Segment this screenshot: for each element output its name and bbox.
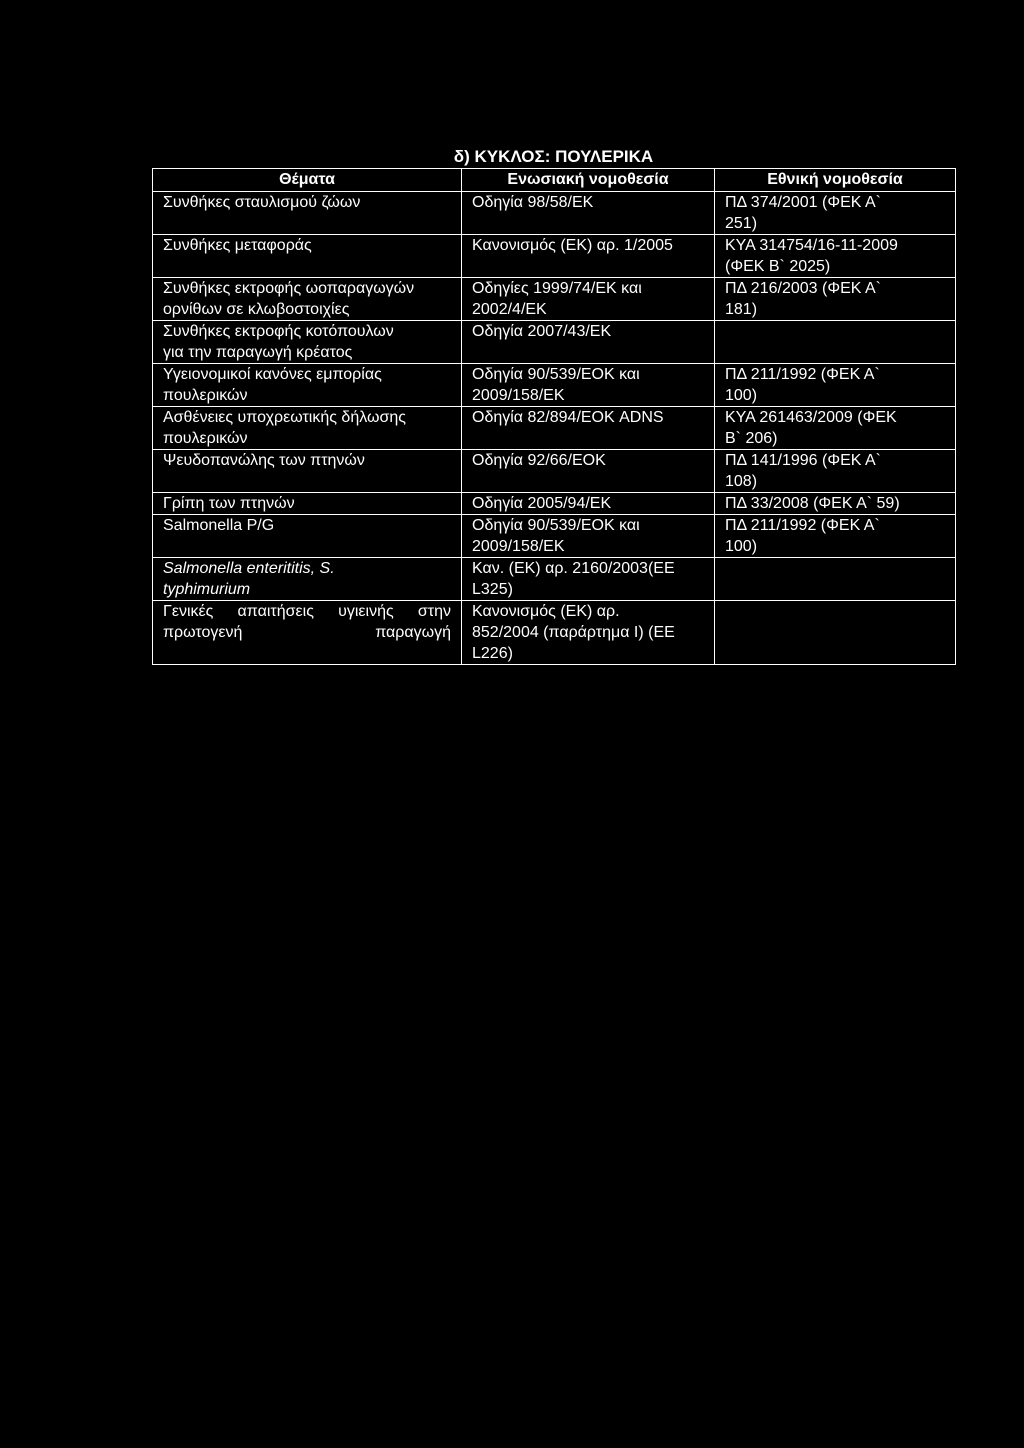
- topic-cell: [153, 493, 462, 515]
- eu-legislation-cell: [462, 601, 715, 665]
- cell-line: πουλερικών: [163, 387, 248, 404]
- cell-line: ΠΔ 216/2003 (ΦΕΚ Α`: [725, 280, 881, 297]
- topic-cell: [153, 515, 462, 558]
- cell-line: ΠΔ 211/1992 (ΦΕΚ Α`: [725, 366, 880, 383]
- cell-line: Salmonella enterititis, S.: [163, 560, 335, 577]
- header-topics: Θέματα: [153, 169, 462, 192]
- cell-line: ΚΥΑ 314754/16-11-2009: [725, 237, 898, 254]
- cell-line: ΠΔ 33/2008 (ΦΕΚ Α` 59): [725, 495, 900, 512]
- table-row: [153, 192, 956, 235]
- cell-line: 2009/158/ΕΚ: [472, 387, 565, 404]
- national-legislation-cell: [715, 493, 956, 515]
- cell-line: Κανονισμός (ΕΚ) αρ. 1/2005: [472, 237, 673, 254]
- eu-legislation-cell: [462, 321, 715, 364]
- topic-cell: [153, 235, 462, 278]
- cell-line: Ασθένειες υποχρεωτικής δήλωσης: [163, 409, 406, 426]
- topic-cell: [153, 601, 462, 665]
- cell-line: ΚΥΑ 261463/2009 (ΦΕΚ: [725, 409, 897, 426]
- cell-line: 100): [725, 387, 758, 404]
- topic-cell: [153, 558, 462, 601]
- topic-cell: [153, 364, 462, 407]
- table-row: [153, 407, 956, 450]
- national-legislation-cell: [715, 278, 956, 321]
- cell-line: 100): [725, 538, 758, 555]
- national-legislation-cell: [715, 364, 956, 407]
- cell-line: πρωτογενή παραγωγή: [163, 624, 451, 641]
- cell-line: Salmonella P/G: [163, 517, 275, 534]
- table-row: [153, 235, 956, 278]
- cell-line: ΠΔ 374/2001 (ΦΕΚ Α`: [725, 194, 881, 211]
- national-legislation-cell: [715, 407, 956, 450]
- eu-legislation-cell: [462, 407, 715, 450]
- table-body: [153, 192, 956, 665]
- cell-line: ΠΔ 211/1992 (ΦΕΚ Α`: [725, 517, 880, 534]
- cell-line: L226): [472, 645, 513, 662]
- cell-line: 2009/158/ΕΚ: [472, 538, 565, 555]
- cell-line: Οδηγία 92/66/ΕΟΚ: [472, 452, 606, 469]
- cell-line: typhimurium: [163, 581, 251, 598]
- topic-cell: [153, 407, 462, 450]
- cell-line: (ΦΕΚ Β` 2025): [725, 258, 831, 275]
- national-legislation-cell: [715, 515, 956, 558]
- national-legislation-cell: [715, 235, 956, 278]
- cell-line: ΠΔ 141/1996 (ΦΕΚ Α`: [725, 452, 881, 469]
- table-row: [153, 278, 956, 321]
- topic-cell: [153, 278, 462, 321]
- cell-line: Οδηγίες 1999/74/ΕΚ και: [472, 280, 642, 297]
- cell-line: Καν. (ΕΚ) αρ. 2160/2003(ΕΕ: [472, 560, 675, 577]
- cell-line: Οδηγία 2005/94/ΕΚ: [472, 495, 612, 512]
- cell-line: Οδηγία 90/539/ΕΟΚ και: [472, 366, 640, 383]
- cell-line: Β` 206): [725, 430, 778, 447]
- table-row: [153, 558, 956, 601]
- eu-legislation-cell: [462, 235, 715, 278]
- eu-legislation-cell: [462, 364, 715, 407]
- cell-line: 251): [725, 215, 758, 232]
- table-row: [153, 450, 956, 493]
- national-legislation-cell: [715, 450, 956, 493]
- table-row: [153, 493, 956, 515]
- cell-line: 108): [725, 473, 758, 490]
- cell-line: Συνθήκες σταυλισμού ζώων: [163, 194, 361, 211]
- cell-line: για την παραγωγή κρέατος: [163, 344, 353, 361]
- document-title: δ) ΚΥΚΛΟΣ: ΠΟΥΛΕΡΙΚΑ: [453, 147, 654, 166]
- eu-legislation-cell: [462, 192, 715, 235]
- cell-line: Οδηγία 90/539/ΕΟΚ και: [472, 517, 640, 534]
- cell-line: Κανονισμός (ΕΚ) αρ.: [472, 603, 620, 620]
- eu-legislation-cell: [462, 493, 715, 515]
- cell-line: Υγειονομικοί κανόνες εμπορίας: [163, 366, 382, 383]
- header-national-legislation: Εθνική νομοθεσία: [715, 169, 956, 192]
- cell-line: Συνθήκες εκτροφής ωοπαραγωγών: [163, 280, 415, 297]
- table-row: [153, 601, 956, 665]
- header-eu-legislation: Ενωσιακή νομοθεσία: [462, 169, 715, 192]
- cell-line: ορνίθων σε κλωβοστοιχίες: [163, 301, 350, 318]
- cell-line: Συνθήκες εκτροφής κοτόπουλων: [163, 323, 394, 340]
- cell-line: Ψευδοπανώλης των πτηνών: [163, 452, 365, 469]
- national-legislation-cell: [715, 601, 956, 665]
- cell-line: 181): [725, 301, 758, 318]
- topic-cell: [153, 450, 462, 493]
- topic-cell: [153, 321, 462, 364]
- cell-line: Γενικές απαιτήσεις υγιεινής στην: [163, 603, 451, 620]
- national-legislation-cell: [715, 192, 956, 235]
- table-row: [153, 364, 956, 407]
- cell-line: Οδηγία 2007/43/ΕΚ: [472, 323, 612, 340]
- table-row: [153, 321, 956, 364]
- national-legislation-cell: [715, 558, 956, 601]
- cell-line: 852/2004 (παράρτημα Ι) (ΕΕ: [472, 624, 675, 641]
- eu-legislation-cell: [462, 278, 715, 321]
- eu-legislation-cell: [462, 450, 715, 493]
- cell-line: Οδηγία 82/894/ΕΟΚ ADNS: [472, 409, 664, 426]
- cell-line: 2002/4/ΕΚ: [472, 301, 547, 318]
- legislation-table: [152, 168, 956, 665]
- eu-legislation-cell: [462, 515, 715, 558]
- cell-line: Οδηγία 98/58/ΕΚ: [472, 194, 594, 211]
- cell-line: Συνθήκες μεταφοράς: [163, 237, 312, 254]
- cell-line: πουλερικών: [163, 430, 248, 447]
- cell-line: L325): [472, 581, 513, 598]
- cell-line: Γρίπη των πτηνών: [163, 495, 295, 512]
- topic-cell: [153, 192, 462, 235]
- table-header-row: [153, 169, 956, 192]
- table-row: [153, 515, 956, 558]
- eu-legislation-cell: [462, 558, 715, 601]
- national-legislation-cell: [715, 321, 956, 364]
